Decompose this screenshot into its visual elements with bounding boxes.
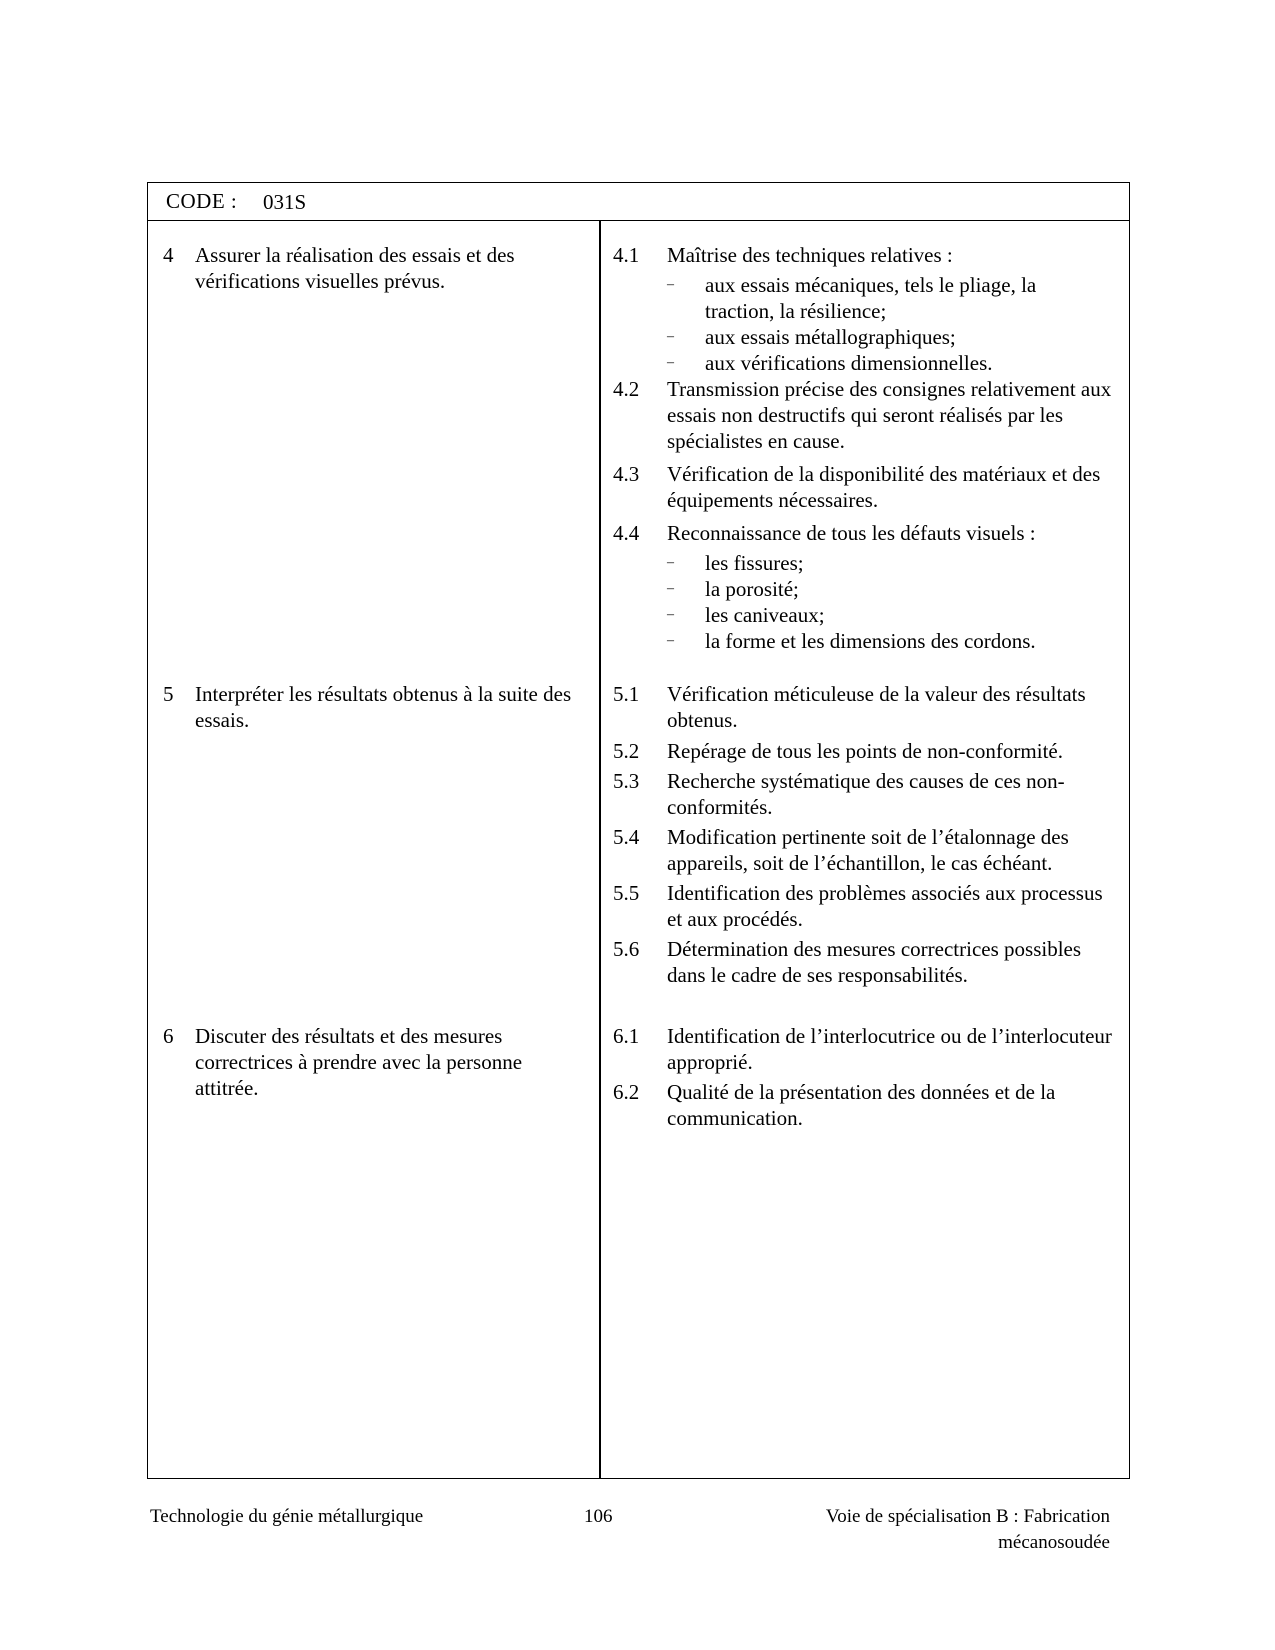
dash-bullet-icon: – bbox=[667, 329, 674, 344]
criterion-text: Identification des problèmes associés aux processus et aux procédés. bbox=[667, 881, 1103, 931]
bullet-text: la forme et les dimensions des cordons. bbox=[705, 629, 1036, 653]
criterion-number: 5.4 bbox=[613, 825, 640, 849]
bullet-text: la porosité; bbox=[705, 577, 799, 601]
criterion-number: 5.5 bbox=[613, 881, 640, 905]
criterion-text: Modification pertinente soit de l’étalonnage des appareils, soit de l’échantillon, le cas échéant. bbox=[667, 825, 1069, 875]
criterion-text: Identification de l’interlocutrice ou de l’interlocuteur approprié. bbox=[667, 1024, 1112, 1074]
element-text: Discuter des résultats et des mesures correctrices à prendre avec la personne attitrée. bbox=[195, 1024, 523, 1100]
code-label: CODE : bbox=[166, 189, 238, 213]
element-number: 4 bbox=[163, 243, 174, 267]
bullet-text: traction, la résilience; bbox=[705, 299, 887, 323]
footer-specialization bbox=[760, 1504, 1110, 1556]
element-text: Assurer la réalisation des essais et des vérifications visuelles prévus. bbox=[195, 243, 515, 293]
footer-page-number: 106 bbox=[584, 1506, 613, 1527]
dash-bullet-icon: – bbox=[667, 581, 674, 596]
criterion-number: 5.1 bbox=[613, 682, 640, 706]
column-divider bbox=[599, 221, 601, 1478]
dash-bullet-icon: – bbox=[667, 355, 674, 370]
dash-bullet-icon: – bbox=[667, 607, 674, 622]
element-number: 5 bbox=[163, 682, 174, 706]
criterion-number: 6.1 bbox=[613, 1024, 640, 1048]
bullet-text: les fissures; bbox=[705, 551, 804, 575]
criterion-text: Transmission précise des consignes relativement aux essais non destructifs qui seront réalisés par les spécialistes en cause. bbox=[667, 377, 1112, 453]
footer-specialization-line2: mécanosoudée bbox=[998, 1532, 1110, 1553]
criterion-text: Détermination des mesures correctrices possibles dans le cadre de ses responsabilités. bbox=[667, 937, 1082, 987]
criterion-text: Repérage de tous les points de non-conformité. bbox=[667, 739, 1063, 763]
bullet-text: aux vérifications dimensionnelles. bbox=[705, 351, 993, 375]
element-number: 6 bbox=[163, 1024, 174, 1048]
criterion-text: Reconnaissance de tous les défauts visuels : bbox=[667, 521, 1036, 545]
criterion-number: 4.2 bbox=[613, 377, 640, 401]
criterion-number: 5.2 bbox=[613, 739, 640, 763]
criterion-number: 4.4 bbox=[613, 521, 640, 545]
criterion-text: Vérification de la disponibilité des matériaux et des équipements nécessaires. bbox=[667, 462, 1101, 512]
code-value: 031S bbox=[263, 190, 307, 214]
footer-specialization-line1: Voie de spécialisation B : Fabrication bbox=[825, 1506, 1110, 1527]
criterion-text: Qualité de la présentation des données et de la communication. bbox=[667, 1080, 1056, 1130]
criterion-number: 5.3 bbox=[613, 769, 640, 793]
criterion-number: 6.2 bbox=[613, 1080, 640, 1104]
dash-bullet-icon: – bbox=[667, 633, 674, 648]
bullet-text: aux essais métallographiques; bbox=[705, 325, 956, 349]
bullet-text: les caniveaux; bbox=[705, 603, 825, 627]
criterion-text: Recherche systématique des causes de ces non-conformités. bbox=[667, 769, 1065, 819]
criterion-text: Maîtrise des techniques relatives : bbox=[667, 243, 953, 267]
code-bar bbox=[148, 183, 1129, 221]
criterion-text: Vérification méticuleuse de la valeur des résultats obtenus. bbox=[667, 682, 1086, 732]
footer-program-title: Technologie du génie métallurgique bbox=[150, 1506, 424, 1527]
dash-bullet-icon: – bbox=[667, 555, 674, 570]
criterion-number: 4.1 bbox=[613, 243, 640, 267]
criterion-number: 5.6 bbox=[613, 937, 640, 961]
dash-bullet-icon: – bbox=[667, 277, 674, 292]
bullet-text: aux essais mécaniques, tels le pliage, la bbox=[705, 273, 1037, 297]
criterion-number: 4.3 bbox=[613, 462, 640, 486]
element-text: Interpréter les résultats obtenus à la suite des essais. bbox=[195, 682, 572, 732]
